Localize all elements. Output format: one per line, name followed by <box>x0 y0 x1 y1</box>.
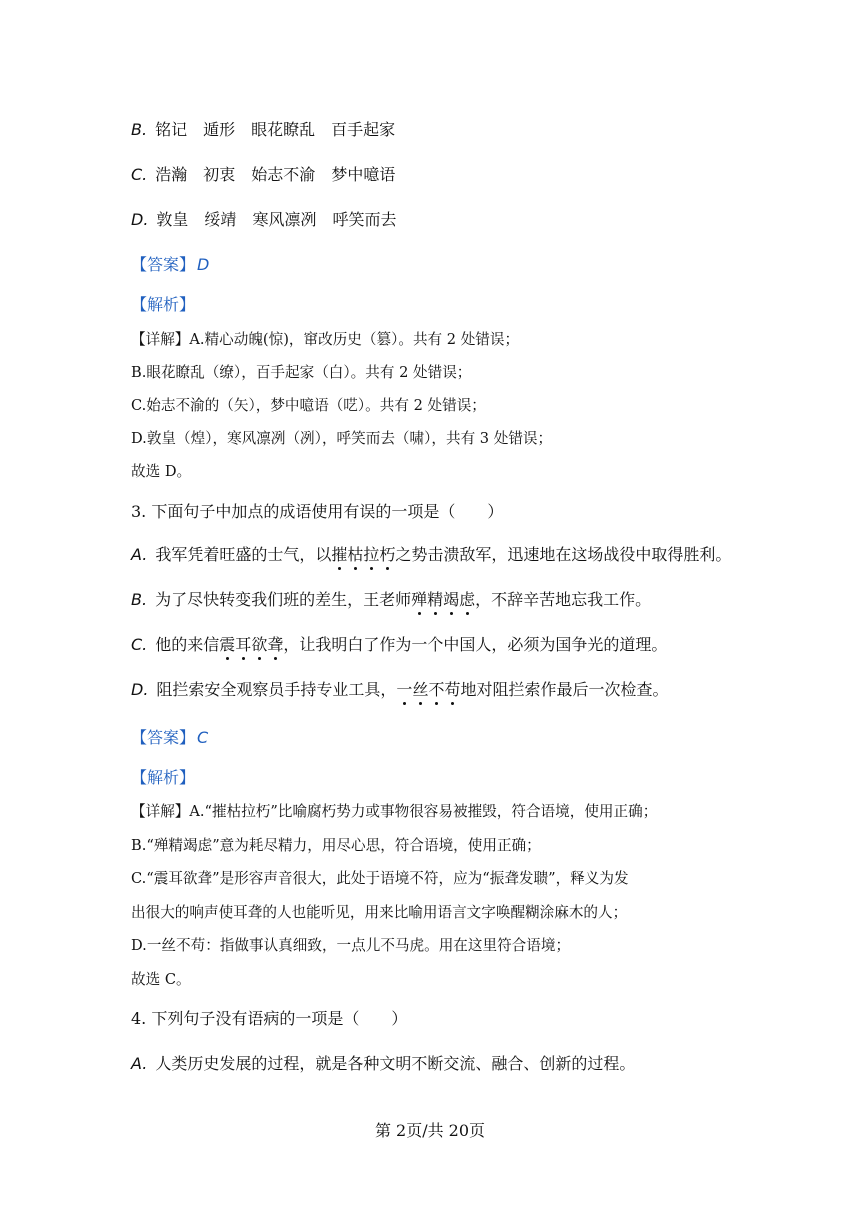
q2-analysis-line: B.眼花瞭乱（缭），百手起家（白）。共有 2 处错误； <box>131 364 472 381</box>
option-word: 浩瀚 <box>155 165 188 184</box>
q3-analysis-line: C.“震耳欲聋”是形容声音很大，此处于语境不符，应为“振聋发聩”，释义为发 <box>131 870 629 887</box>
option-word: 寒风凛冽 <box>252 210 317 229</box>
option-text-pre: 我军凭着旺盛的士气，以 <box>155 545 332 564</box>
option-word: 绥靖 <box>204 210 237 229</box>
q3-analysis-line: 出很大的响声使耳聋的人也能听见，用来比喻用语言文字唤醒糊涂麻木的人； <box>131 904 628 921</box>
q3-option-d <box>131 677 669 700</box>
dotted-idiom: 摧枯拉朽 <box>331 545 395 564</box>
option-word: 百手起家 <box>331 120 396 139</box>
option-word: 初衷 <box>203 165 236 184</box>
answer-label: 【答案】 <box>131 255 196 274</box>
q3-analysis-line: B.“殚精竭虑”意为耗尽精力，用尽心思，符合语境，使用正确； <box>131 837 541 854</box>
q4-option-a <box>131 1051 635 1074</box>
q3-analysis-line: 【详解】A.“摧枯拉朽”比喻腐朽势力或事物很容易被摧毁，符合语境，使用正确； <box>131 803 658 820</box>
answer-label: 【答案】 <box>131 728 196 747</box>
page-number: 第 2页/共 20页 <box>374 1121 486 1140</box>
dotted-idiom: 一丝不苟 <box>396 680 460 699</box>
option-text-pre: 为了尽快转变我们班的差生，王老师 <box>155 590 412 609</box>
option-text-post: ，让我明白了作为一个中国人，必须为国争光的道理。 <box>283 635 668 654</box>
q2-analysis-line: C.始志不渝的（矢），梦中噫语（呓）。共有 2 处错误； <box>131 397 486 414</box>
q2-analysis-line: 故选 D。 <box>131 463 192 480</box>
option-text-post: ，不辞辛苦地忘我工作。 <box>475 590 652 609</box>
q2-option-c <box>131 162 395 185</box>
option-text-post: 之势击溃敌军，迅速地在这场战役中取得胜利。 <box>395 545 732 564</box>
answer-value: C <box>197 728 209 747</box>
q3-analysis-line: D.一丝不苟：指做事认真细致，一点儿不马虎。用在这里符合语境； <box>131 937 571 954</box>
option-key: A. <box>131 1054 148 1073</box>
option-word: 呼笑而去 <box>332 210 397 229</box>
option-key: C. <box>131 165 148 184</box>
option-key: A. <box>131 545 148 564</box>
q2-analysis-line: D.敦皇（煌），寒风凛冽（冽），呼笑而去（啸），共有 3 处错误； <box>131 430 553 447</box>
option-key: D. <box>131 210 149 229</box>
option-word: 遁形 <box>203 120 236 139</box>
q4-question: 4. 下列句子没有语病的一项是（ ） <box>131 1009 408 1028</box>
q2-option-b <box>131 117 395 140</box>
q3-analysis-label: 【解析】 <box>131 768 196 787</box>
q2-answer <box>131 252 209 275</box>
q2-analysis-label: 【解析】 <box>131 295 196 314</box>
option-key: C. <box>131 635 148 654</box>
option-text-post: 地对阻拦索作最后一次检查。 <box>460 680 669 699</box>
option-word: 眼花瞭乱 <box>251 120 316 139</box>
option-word: 始志不渝 <box>251 165 316 184</box>
option-key: D. <box>131 680 149 699</box>
dotted-idiom: 震耳欲聋 <box>219 635 283 654</box>
option-text-pre: 阻拦索安全观察员手持专业工具， <box>156 680 397 699</box>
answer-value: D <box>197 255 210 274</box>
q3-option-c <box>131 632 667 655</box>
option-text: 人类历史发展的过程，就是各种文明不断交流、融合、创新的过程。 <box>155 1054 636 1073</box>
option-word: 铭记 <box>155 120 188 139</box>
q3-question: 3. 下面句子中加点的成语使用有误的一项是（ ） <box>131 502 504 521</box>
q2-analysis-line: 【详解】A.精心动魄(惊)，窜改历史（篡）。共有 2 处错误； <box>131 331 520 348</box>
option-key: B. <box>131 120 148 139</box>
option-word: 梦中噫语 <box>331 165 396 184</box>
option-key: B. <box>131 590 148 609</box>
option-word: 敦皇 <box>156 210 189 229</box>
q3-option-b <box>131 587 651 610</box>
q3-answer <box>131 725 208 748</box>
q3-option-a <box>131 542 731 565</box>
dotted-idiom: 殚精竭虑 <box>411 590 475 609</box>
option-text-pre: 他的来信 <box>155 635 220 654</box>
q2-option-d <box>131 207 396 230</box>
q3-analysis-line: 故选 C。 <box>131 971 191 988</box>
